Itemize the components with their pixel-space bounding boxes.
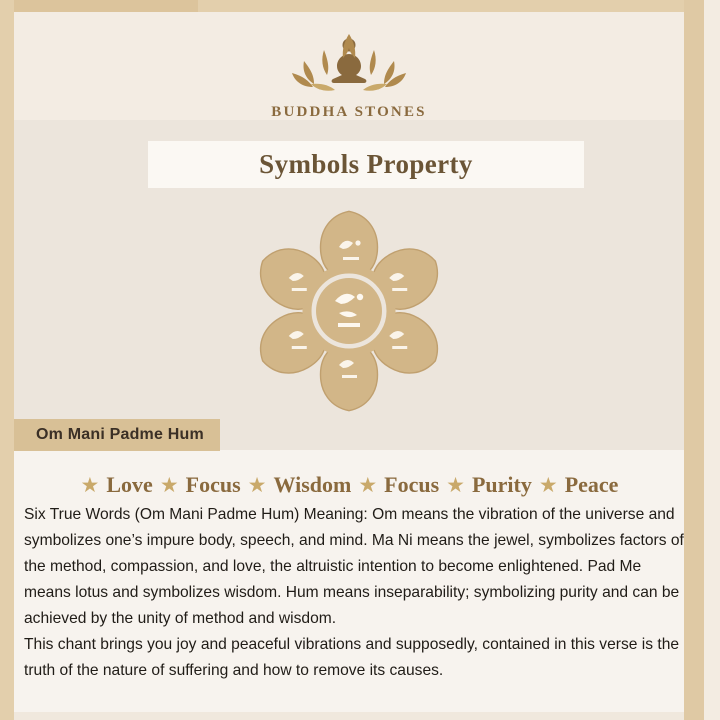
description-block [20, 502, 692, 684]
keyword-love: Love [106, 472, 153, 497]
keyword-focus-1: Focus [185, 472, 241, 497]
description-paragraph-2: This chant brings you joy and peaceful vibrations and supposedly, contained in this verse is the truth of the nature of suffering and how to remove its causes. [24, 636, 680, 679]
top-left-corner-accent [0, 0, 198, 12]
keyword-row [14, 472, 684, 498]
content-card [14, 12, 684, 712]
star-icon: ★ [538, 473, 558, 497]
mantra-tag-label: Om Mani Padme Hum [36, 426, 204, 443]
star-icon: ★ [159, 473, 179, 497]
brand-name: BUDDHA STONES [271, 104, 427, 120]
keyword-wisdom: Wisdom [273, 472, 352, 497]
page-title-bar [148, 141, 584, 188]
keyword-focus-2: Focus [384, 472, 440, 497]
lotus-meditation-figure-icon [264, 28, 434, 100]
star-icon: ★ [358, 473, 378, 497]
star-icon: ★ [80, 473, 100, 497]
brand-logo [14, 28, 684, 121]
star-icon: ★ [247, 473, 267, 497]
six-true-words-mandala-icon [223, 207, 475, 419]
left-border-band [0, 0, 14, 720]
keyword-purity: Purity [471, 472, 532, 497]
mandala-illustration [14, 198, 684, 428]
right-border-inner-band [704, 0, 720, 720]
star-icon: ★ [446, 473, 465, 497]
mantra-tag [14, 419, 220, 451]
keyword-peace: Peace [564, 472, 619, 497]
description-paragraph-1: Six True Words (Om Mani Padme Hum) Meaning: Om means the vibration of the universe and symbolizes one’s impure body, speech, and mind. Ma Ni means the jewel, symbolizes factors of the method, compassion, and love, the altruistic intention to become enlightened. Pad Me means lotus and symbolizes wisdom. Hum means inseparability; symbolizing purity and can be achieved by the unity of method and wisdom. [24, 506, 684, 627]
page-title: Symbols Property [259, 149, 473, 179]
